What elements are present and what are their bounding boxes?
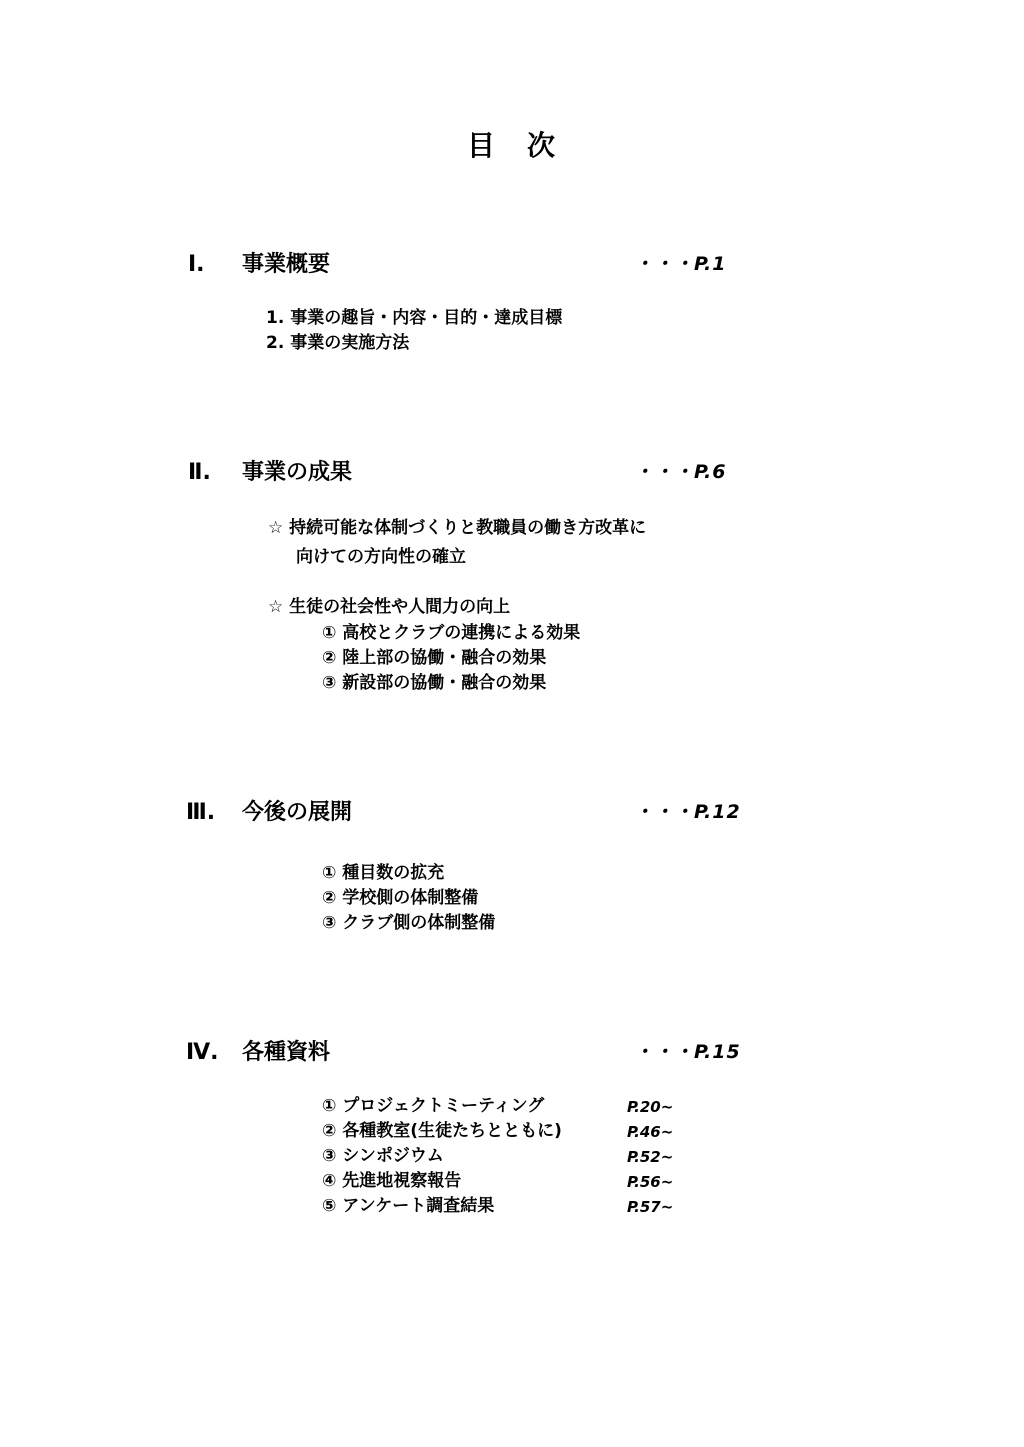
page-title: 目 次 <box>466 129 557 162</box>
section-3-page: ・・・P.12 <box>634 801 741 823</box>
section-4-ref-5: P.57~ <box>627 1198 674 1216</box>
section-3-number: Ⅲ. <box>186 800 216 825</box>
section-4-ref-2: P.46~ <box>627 1123 674 1141</box>
section-4-item-3: ③ シンポジウム <box>322 1146 444 1166</box>
section-2-item-1: ☆ 持続可能な体制づくりと教職員の働き方改革に <box>268 518 647 538</box>
section-2-subitem-1: ① 高校とクラブの連携による効果 <box>322 623 581 643</box>
section-4-ref-3: P.52~ <box>627 1148 674 1166</box>
section-2-title: 事業の成果 <box>242 460 353 485</box>
section-3-item-2: ② 学校側の体制整備 <box>322 888 479 908</box>
section-4-item-2: ② 各種教室(生徒たちとともに) <box>322 1121 562 1141</box>
section-2-item-1-cont: 向けての方向性の確立 <box>296 547 466 567</box>
section-4-number: Ⅳ. <box>186 1040 219 1065</box>
section-1-page: ・・・P.1 <box>634 253 727 275</box>
section-2-subitem-3: ③ 新設部の協働・融合の効果 <box>322 673 547 693</box>
section-3-item-1: ① 種目数の拡充 <box>322 863 445 883</box>
section-2-page: ・・・P.6 <box>634 461 727 483</box>
section-4-title: 各種資料 <box>242 1040 331 1065</box>
section-2-number: Ⅱ. <box>188 460 211 485</box>
section-1-item-2: 2. 事業の実施方法 <box>266 333 410 353</box>
section-4-item-4: ④ 先進地視察報告 <box>322 1171 462 1191</box>
section-3-title: 今後の展開 <box>242 800 353 825</box>
section-4-item-1: ① プロジェクトミーティング <box>322 1096 545 1116</box>
section-1-item-1: 1. 事業の趣旨・内容・目的・達成目標 <box>266 308 563 328</box>
section-4-item-5: ⑤ アンケート調査結果 <box>322 1196 495 1216</box>
section-4-ref-1: P.20~ <box>627 1098 674 1116</box>
section-4-ref-4: P.56~ <box>627 1173 674 1191</box>
section-3-item-3: ③ クラブ側の体制整備 <box>322 913 496 933</box>
section-4-page: ・・・P.15 <box>634 1041 741 1063</box>
section-1-number: Ⅰ. <box>188 252 205 277</box>
section-2-item-2: ☆ 生徒の社会性や人間力の向上 <box>268 597 511 617</box>
section-2-subitem-2: ② 陸上部の協働・融合の効果 <box>322 648 547 668</box>
section-1-title: 事業概要 <box>242 252 331 277</box>
